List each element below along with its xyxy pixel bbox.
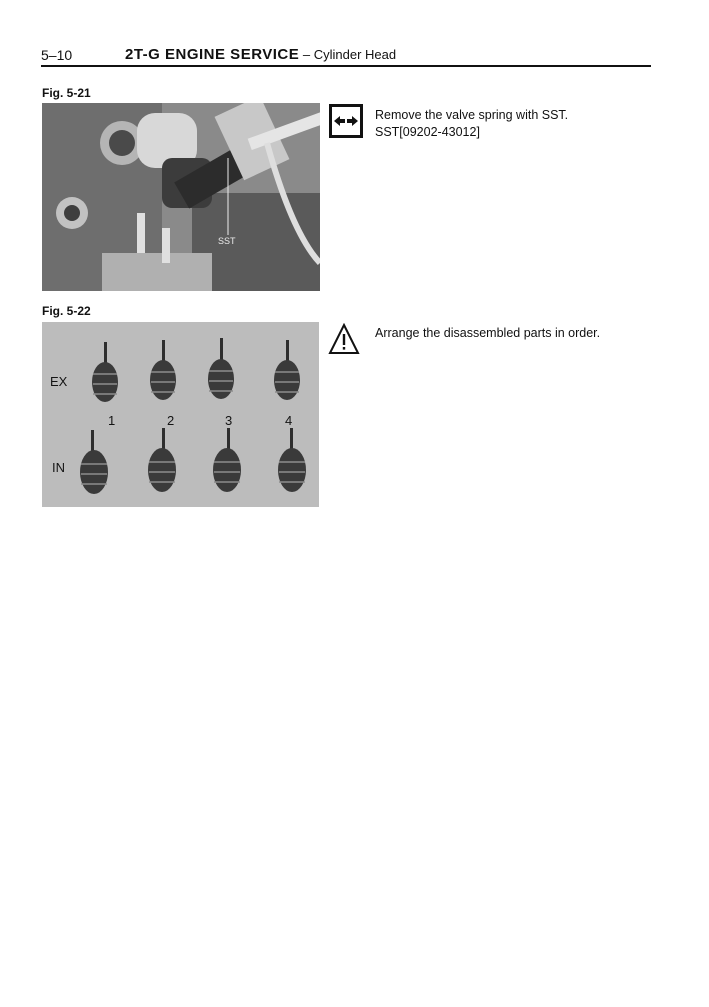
valve-parts-illustration: [42, 322, 319, 507]
figure-photo-5-22: [42, 322, 319, 507]
position-number-4: 4: [285, 413, 293, 428]
figure-photo-5-21: [42, 103, 320, 291]
row-label-in: IN: [52, 460, 65, 475]
note-remove-spring: [375, 107, 568, 141]
warning-triangle-icon: [328, 323, 360, 355]
figure-label-5-21: Fig. 5-21: [42, 86, 91, 100]
row-label-ex: EX: [50, 374, 68, 389]
section-title: [125, 46, 396, 63]
section-subtitle: – Cylinder Head: [299, 47, 397, 62]
position-number-2: 2: [167, 413, 175, 428]
position-number-1: 1: [108, 413, 116, 428]
position-number-3: 3: [225, 413, 233, 428]
section-title-main: 2T-G ENGINE SERVICE: [125, 46, 300, 63]
double-arrow-remove-icon: [329, 104, 363, 138]
note-sst-number: SST[09202-43012]: [375, 125, 480, 139]
figure-label-5-22: Fig. 5-22: [42, 304, 91, 318]
note-remove-spring-line1: Remove the valve spring with SST.: [375, 108, 569, 122]
sst-callout-label: SST: [218, 236, 236, 246]
header-rule: [41, 65, 651, 67]
page-header: [41, 46, 651, 66]
note-arrange-parts: Arrange the disassembled parts in order.: [375, 326, 601, 340]
page-number: 5–10: [41, 47, 73, 63]
engine-photo-illustration: [42, 103, 320, 291]
